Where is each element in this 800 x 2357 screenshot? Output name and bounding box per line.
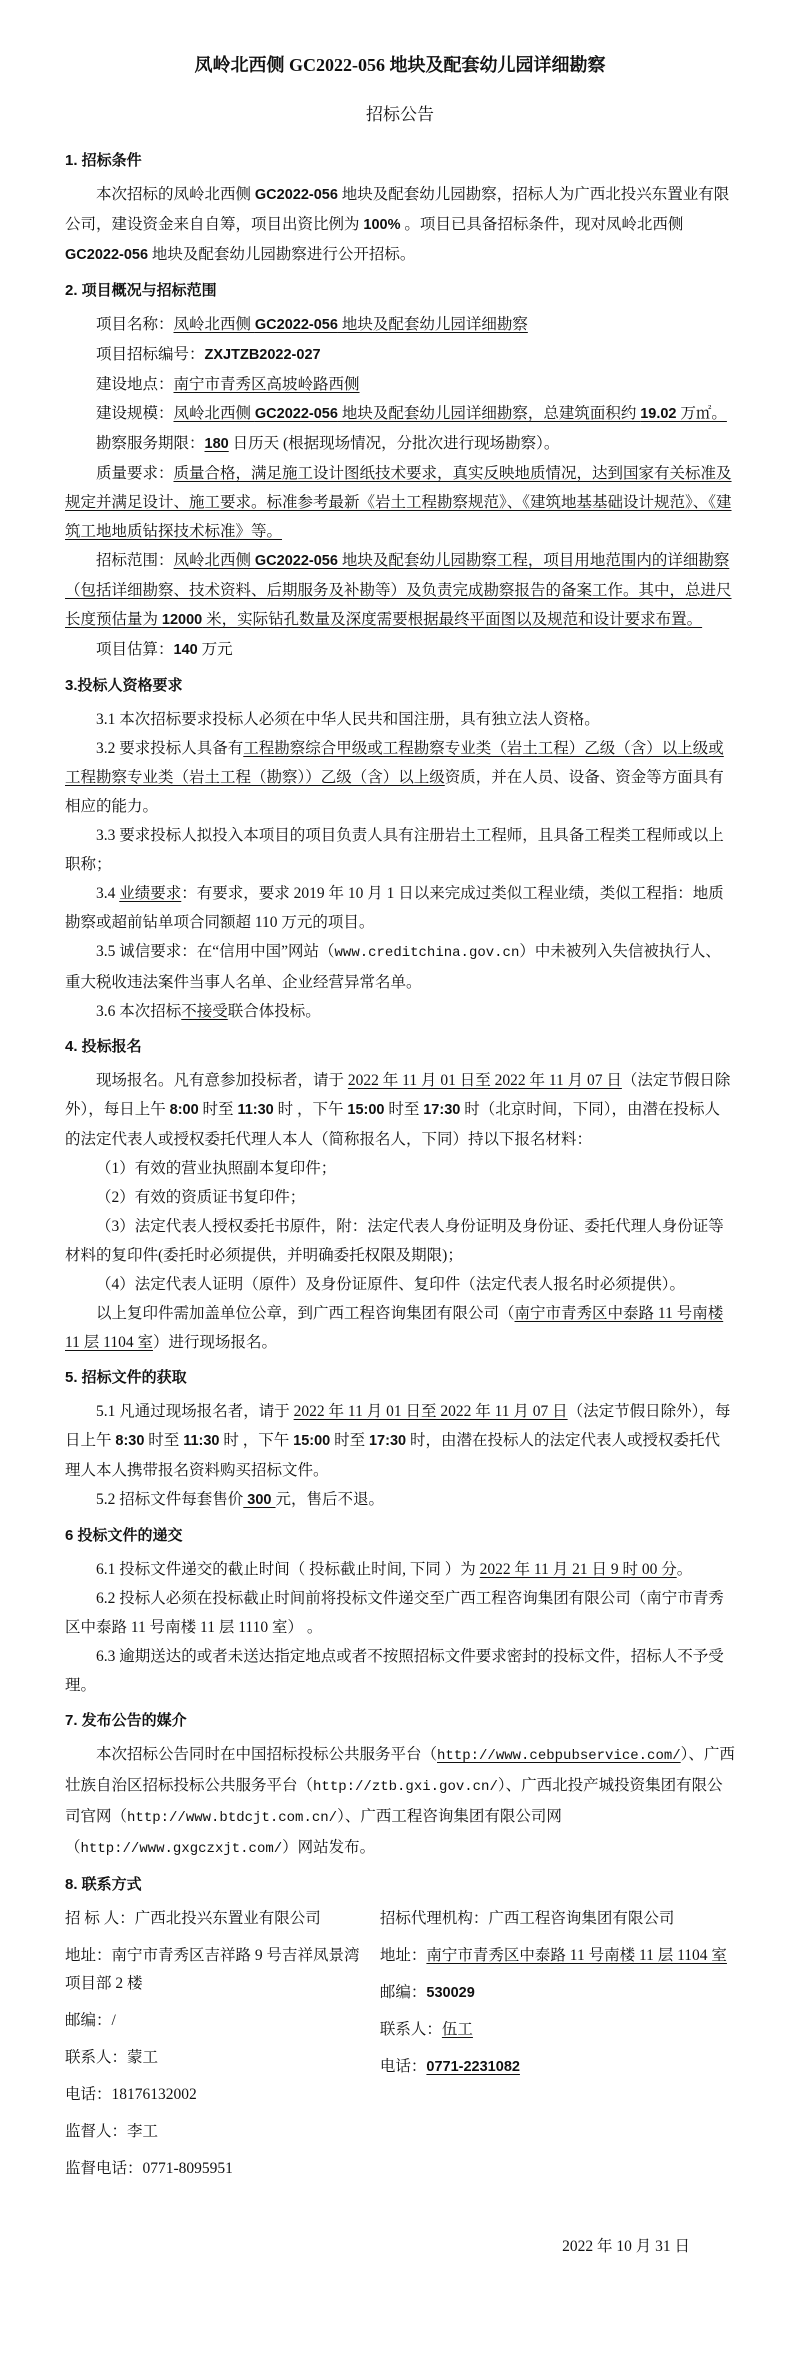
text-run: 2022 年 11 月 01 日至 2022 年 11 月 07 日 xyxy=(293,1403,568,1420)
text-run: 南宁市青秀区中泰路 11 号南楼 11 层 1104 室 xyxy=(65,1305,724,1351)
text-run: 南宁市青秀区高坡岭路西侧 xyxy=(173,376,360,393)
text-run: ZXJTZB2022-027 xyxy=(204,347,321,363)
text-run: http://ztb.gxi.gov.cn/ xyxy=(313,1779,498,1795)
contact-section xyxy=(65,1905,735,2192)
text-run: 2. 项目概况与招标范围 xyxy=(65,282,217,299)
paragraph xyxy=(65,1212,735,1270)
contact-row xyxy=(65,2044,368,2072)
paragraph xyxy=(65,1740,735,1864)
text-run: 勘察服务期限： xyxy=(96,435,205,452)
text-run: 5. 招标文件的获取 xyxy=(65,1369,187,1386)
contact-row xyxy=(65,2118,368,2146)
text-run: GC2022-056 xyxy=(254,187,338,203)
document-subtitle: 招标公告 xyxy=(366,105,434,124)
contact-value: 李工 xyxy=(127,2123,159,2140)
text-run: 7. 发布公告的媒介 xyxy=(65,1712,187,1729)
document-body xyxy=(65,146,735,1899)
paragraph xyxy=(65,459,735,546)
contact-column-tenderer xyxy=(65,1905,380,2192)
text-run: 项目招标编号： xyxy=(96,346,205,363)
text-run: 3.1 本次招标要求投标人必须在中华人民共和国注册，具有独立法人资格。 xyxy=(96,711,600,728)
paragraph xyxy=(65,399,735,429)
text-run: 米，实际钻孔数量及深度需要根据最终平面图以及规范和设计要求布置。 xyxy=(202,611,703,628)
section-heading xyxy=(65,1032,735,1061)
text-run: 11:30 xyxy=(183,1433,220,1449)
section-heading xyxy=(65,1521,735,1550)
text-run: 本次招标公告同时在中国招标投标公共服务平台（ xyxy=(96,1746,438,1763)
paragraph xyxy=(65,180,735,270)
text-run: 8:00 xyxy=(169,1102,199,1118)
text-run: 2022 年 11 月 21 日 9 时 00 分 xyxy=(479,1561,677,1578)
paragraph xyxy=(65,1270,735,1299)
paragraph xyxy=(65,705,735,734)
text-run: （4）法定代表人证明（原件）及身份证原件、复印件（法定代表人报名时必须提供）。 xyxy=(96,1276,686,1293)
text-run: 12000 xyxy=(161,612,203,628)
text-run: 5.2 招标文件每套售价 xyxy=(96,1491,244,1508)
section-heading xyxy=(65,276,735,305)
contact-row xyxy=(65,2081,368,2109)
paragraph xyxy=(65,310,735,340)
contact-value: 伍工 xyxy=(441,2021,473,2038)
text-run: 地块及配套幼儿园勘察，招标人为广西北投兴东置业有限公司，建设资金来自自筹，项目出资比例为 xyxy=(65,186,730,233)
document-title: 凤岭北西侧 GC2022-056 地块及配套幼儿园详细勘察 xyxy=(194,55,606,75)
contact-row xyxy=(380,1942,735,1970)
text-run: 1. 招标条件 xyxy=(65,152,142,169)
contact-label: 邮编： xyxy=(65,2012,112,2029)
contact-label: 电话： xyxy=(379,2058,427,2075)
text-run: 工程勘察综合甲级或工程勘察专业类（岩土工程）乙级（含）以上级或工程勘察专业类（岩土工程（勘察））乙级（含）以上级 xyxy=(65,740,724,786)
text-run: 3.投标人资格要求 xyxy=(65,677,183,694)
section-heading xyxy=(65,671,735,700)
paragraph xyxy=(65,1066,735,1154)
text-run: ）进行现场报名。 xyxy=(152,1334,277,1351)
text-run: 质量要求： xyxy=(96,465,174,482)
text-run: 4. 投标报名 xyxy=(65,1038,142,1055)
text-run: ）、广西壮族自治区招标投标公共服务平台（ xyxy=(65,1746,735,1794)
contact-label: 联系人： xyxy=(65,2049,128,2066)
text-run: 项目估算： xyxy=(96,641,174,658)
text-run: ：有要求，要求 2019 年 10 月 1 日以来完成过类似工程业绩，类似工程指：地质勘察或超前钻单项合同额超 110 万元的项目。 xyxy=(65,885,724,931)
contact-row xyxy=(65,1942,368,1998)
text-run: 建设地点： xyxy=(96,376,174,393)
text-run: 招标范围： xyxy=(96,552,174,569)
text-run: 3.2 要求投标人具备有 xyxy=(96,740,244,757)
text-run: ）网站发布。 xyxy=(282,1839,376,1856)
text-run: 凤岭北西侧 xyxy=(173,405,255,422)
text-run: 元，售后不退。 xyxy=(275,1491,385,1508)
paragraph xyxy=(65,997,735,1026)
text-run: 万㎡。 xyxy=(676,405,727,422)
text-run: 3.3 要求投标人拟投入本项目的项目负责人具有注册岩土工程师，且具备工程类工程师或以上职称； xyxy=(65,827,724,873)
paragraph xyxy=(65,635,735,665)
text-run: GC2022-056 xyxy=(254,406,338,422)
text-run: www.creditchina.gov.cn xyxy=(334,945,520,961)
paragraph xyxy=(65,1183,735,1212)
text-run: 6.2 投标人必须在投标截止时间前将投标文件递交至广西工程咨询集团有限公司（南宁市青秀区中泰路 11 号南楼 11 层 1110 室） 。 xyxy=(65,1590,724,1636)
text-run: 17:30 xyxy=(368,1433,407,1449)
text-run: 建设规模： xyxy=(96,405,174,422)
paragraph xyxy=(65,546,735,635)
contact-column-agency xyxy=(380,1905,735,2192)
text-run: 6 投标文件的递交 xyxy=(65,1527,183,1544)
text-run: （1）有效的营业执照副本复印件； xyxy=(96,1160,337,1177)
paragraph xyxy=(65,937,735,997)
text-run: 时至 xyxy=(144,1432,184,1449)
contact-row xyxy=(65,1905,368,1933)
text-run: 时（北京时间，下同），由潜在投标人的法定代表人或授权委托代理人本人（简称报名人，下同）持以下报名材料： xyxy=(65,1101,720,1148)
text-run: ）中未被列入失信被执行人、重大税收违法案件当事人名单、企业经营异常名单。 xyxy=(65,943,721,991)
text-run: 不接受 xyxy=(181,1003,228,1020)
text-run: （3）法定代表人授权委托书原件，附：法定代表人身份证明及身份证、委托代理人身份证等材料的复印件(委托时必须提供，并明确委托权限及期限)； xyxy=(65,1218,724,1264)
text-run: 时，由潜在投标人的法定代表人或授权委托代理人本人携带报名资料购买招标文件。 xyxy=(65,1432,720,1479)
contact-row xyxy=(380,2016,735,2044)
contact-value: 18176132002 xyxy=(111,2086,197,2103)
section-heading xyxy=(65,1706,735,1735)
text-run: 时 ，下午 xyxy=(273,1101,348,1118)
contact-value: 蒙工 xyxy=(127,2049,159,2066)
text-run: 现场报名。凡有意参加投标者，请于 xyxy=(96,1072,348,1089)
text-run: 15:00 xyxy=(293,1433,331,1449)
section-heading xyxy=(65,1870,735,1899)
paragraph xyxy=(65,340,735,370)
text-run: 凤岭北西侧 xyxy=(173,316,255,333)
text-run: 8. 联系方式 xyxy=(65,1876,142,1893)
contact-label: 招 标 人： xyxy=(65,1910,135,1927)
text-run: GC2022-056 xyxy=(65,247,149,263)
text-run: 。项目已具备招标条件，现对凤岭北西侧 xyxy=(400,216,684,233)
text-run: 3.4 xyxy=(96,885,120,902)
text-run: 地块及配套幼儿园详细勘察，总建筑面积约 xyxy=(337,405,641,422)
paragraph xyxy=(65,429,735,459)
paragraph xyxy=(65,1584,735,1642)
paragraph xyxy=(65,879,735,937)
text-run: 8:30 xyxy=(115,1433,145,1449)
contact-label: 地址： xyxy=(65,1947,112,1964)
contact-row xyxy=(65,2007,368,2035)
paragraph xyxy=(65,1299,735,1357)
text-run: http://www.btdcjt.com.cn/ xyxy=(127,1810,338,1826)
text-run: 联合体投标。 xyxy=(227,1003,321,1020)
contact-label: 邮编： xyxy=(379,1984,427,2001)
contact-label: 地址： xyxy=(379,1947,427,1964)
contact-label: 监督人： xyxy=(65,2123,128,2140)
text-run: 地块及配套幼儿园勘察进行公开招标。 xyxy=(148,246,416,263)
text-run: （2）有效的资质证书复印件； xyxy=(96,1189,306,1206)
paragraph xyxy=(65,1485,735,1515)
contact-label: 监督电话： xyxy=(65,2160,143,2177)
text-run: 凤岭北西侧 xyxy=(173,552,255,569)
text-run: 资质，并在人员、设备、资金等方面具有相应的能力。 xyxy=(65,769,724,815)
text-run: 17:30 xyxy=(423,1102,461,1118)
paragraph xyxy=(65,1642,735,1700)
text-run: GC2022-056 xyxy=(254,317,338,333)
text-run: （法定节假日除外），每日上午 xyxy=(65,1403,731,1449)
text-run: ）、广西北投产城投资集团有限公司官网（ xyxy=(65,1777,723,1825)
contact-row xyxy=(65,2155,368,2183)
contact-row xyxy=(380,1979,735,2007)
text-run: 2022 年 11 月 01 日至 2022 年 11 月 07 日 xyxy=(347,1072,622,1089)
contact-label: 电话： xyxy=(65,2086,112,2103)
contact-value: 530029 xyxy=(426,1985,475,2001)
text-run: GC2022-056 xyxy=(254,553,338,569)
paragraph xyxy=(65,1154,735,1183)
contact-row xyxy=(380,1905,735,1933)
announcement-date: 2022 年 10 月 31 日 xyxy=(562,2238,690,2255)
text-run: 。 xyxy=(676,1561,693,1578)
text-run: 3.5 诚信要求：在“信用中国”网站（ xyxy=(96,943,335,960)
contact-value: 0771-2231082 xyxy=(426,2059,520,2075)
paragraph xyxy=(65,1555,735,1584)
text-run: 日历天 (根据现场情况，分批次进行现场勘察）。 xyxy=(228,435,560,452)
text-run: 3.6 本次招标 xyxy=(96,1003,182,1020)
contact-row xyxy=(380,2053,735,2081)
text-run: 5.1 凡通过现场报名者，请于 xyxy=(96,1403,294,1420)
text-run: http://www.gxgczxjt.com/ xyxy=(80,1841,283,1857)
contact-value: 广西工程咨询集团有限公司 xyxy=(488,1910,675,1927)
contact-value: 南宁市青秀区吉祥路 9 号吉祥凤景湾项目部 2 楼 xyxy=(65,1947,360,1992)
text-run: 时至 xyxy=(384,1101,424,1118)
text-run: 本次招标的凤岭北西侧 xyxy=(96,186,255,203)
text-run: 项目名称： xyxy=(96,316,174,333)
text-run: 地块及配套幼儿园勘察工程，项目用地范围内的详细勘察（包括详细勘察、技术资料、后期服务及补勘等）及负责完成勘察报告的备案工作。其中，总进尺长度预估量为 xyxy=(65,552,732,628)
contact-value: 广西北投兴东置业有限公司 xyxy=(134,1910,321,1927)
text-run: 100% xyxy=(363,217,401,233)
text-run: ）、广西工程咨询集团有限公司网（ xyxy=(65,1808,562,1856)
text-run: 时至 xyxy=(330,1432,369,1449)
text-run: 质量合格，满足施工设计图纸技术要求，真实反映地质情况，达到国家有关标准及规定并满足设计、施工要求。标准参考最新《岩土工程勘察规范》、《建筑地基基础设计规范》、《建筑工地地质钻探技术标准》等。 xyxy=(65,465,732,540)
text-run: 180 xyxy=(204,436,229,452)
text-run: 以上复印件需加盖单位公章，到广西工程咨询集团有限公司（ xyxy=(96,1305,515,1322)
text-run: http://www.cebpubservice.com/ xyxy=(437,1748,681,1764)
text-run: 15:00 xyxy=(347,1102,385,1118)
text-run: 万元 xyxy=(197,641,233,658)
text-run: 6.3 逾期送达的或者未送达指定地点或者不按照招标文件要求密封的投标文件，招标人不予受理。 xyxy=(65,1648,724,1694)
paragraph xyxy=(65,821,735,879)
section-heading xyxy=(65,1363,735,1392)
text-run: 业绩要求 xyxy=(119,885,182,902)
text-run: 时至 xyxy=(198,1101,238,1118)
text-run: 300 xyxy=(243,1492,276,1508)
text-run: 19.02 xyxy=(640,406,677,422)
contact-label: 招标代理机构： xyxy=(379,1910,489,1927)
paragraph xyxy=(65,734,735,821)
contact-value: 南宁市青秀区中泰路 11 号南楼 11 层 1104 室 xyxy=(426,1947,727,1964)
contact-value: / xyxy=(111,2012,116,2029)
contact-label: 联系人： xyxy=(379,2021,442,2038)
section-heading xyxy=(65,146,735,175)
paragraph xyxy=(65,370,735,399)
text-run: 140 xyxy=(173,642,198,658)
contact-value: 0771-8095951 xyxy=(142,2160,233,2177)
text-run: 地块及配套幼儿园详细勘察 xyxy=(337,316,528,333)
text-run: 11:30 xyxy=(237,1102,274,1118)
text-run: （法定节假日除外），每日上午 xyxy=(65,1072,731,1118)
text-run: 6.1 投标文件递交的截止时间（ 投标截止时间, 下同 ）为 xyxy=(96,1561,480,1578)
text-run: 时 ，下午 xyxy=(219,1432,294,1449)
paragraph xyxy=(65,1397,735,1485)
